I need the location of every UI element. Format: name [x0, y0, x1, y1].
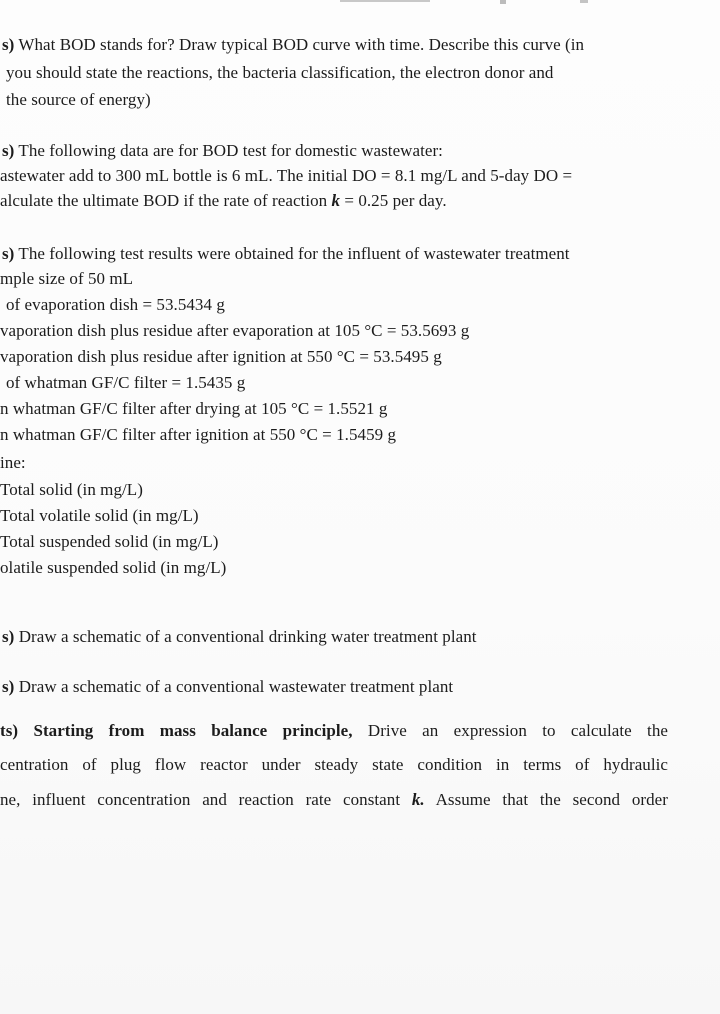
q6-line-1 — [0, 720, 668, 742]
q6-lead-rest: Drive an expression to calculate the — [367, 721, 668, 740]
q3-line-9: ine: — [0, 453, 26, 472]
q6-lead-bold: Starting from mass balance principle, — [33, 721, 353, 740]
q6-line-3 — [0, 789, 668, 811]
q2-line-2: astewater add to 300 mL bottle is 6 mL. The initial DO = 8.1 mg/L and 5-day DO = — [0, 166, 573, 185]
q3-subitem-total-solid: Total solid (in mg/L) — [0, 480, 143, 499]
q2-line-1 — [2, 140, 443, 162]
q1-text-1: What BOD stands for? Draw typical BOD curve with time. Describe this curve (in — [18, 35, 585, 54]
q5-marker: s) — [2, 677, 15, 696]
q3-subitem-volatile-suspended-solid: olatile suspended solid (in mg/L) — [0, 558, 227, 577]
q6-line-2: centration of plug flow reactor under steady state condition in terms of hydraulic — [0, 755, 668, 774]
q1-marker: s) — [2, 35, 15, 54]
q3-line-3: of evaporation dish = 53.5434 g — [6, 295, 225, 314]
q4-text: Draw a schematic of a conventional drinking water treatment plant — [18, 627, 477, 646]
q2-k-value: = 0.25 per day. — [344, 191, 447, 210]
q2-text-3: alculate the ultimate BOD if the rate of reaction — [0, 191, 328, 210]
cropped-header-marks — [0, 0, 720, 14]
q2-line-3 — [0, 190, 447, 212]
q3-line-1 — [2, 243, 570, 265]
q3-text-1: The following test results were obtained for the influent of wastewater treatment — [18, 244, 570, 263]
q5-text: Draw a schematic of a conventional wastewater treatment plant — [18, 677, 454, 696]
q6-marker: ts) — [0, 721, 19, 740]
q1-line-1 — [2, 34, 584, 56]
q3-line-8: n whatman GF/C filter after ignition at 550 °C = 1.5459 g — [0, 425, 397, 444]
q3-line-7: n whatman GF/C filter after drying at 105 °C = 1.5521 g — [0, 399, 388, 418]
q6-text-3-start: ne, influent concentration and reaction rate constant — [0, 790, 401, 809]
q1-line-3: the source of energy) — [6, 90, 151, 109]
q5-line — [2, 676, 453, 698]
q2-k-symbol: k — [331, 191, 341, 210]
q3-line-4: vaporation dish plus residue after evaporation at 105 °C = 53.5693 g — [0, 321, 470, 340]
q3-line-2: mple size of 50 mL — [0, 269, 134, 288]
q1-line-2: you should state the reactions, the bacteria classification, the electron donor and — [6, 63, 554, 82]
q6-text-3-end: Assume that the second order — [435, 790, 668, 809]
q4-line — [2, 626, 477, 648]
q3-subitem-total-suspended-solid: Total suspended solid (in mg/L) — [0, 532, 219, 551]
q2-marker: s) — [2, 141, 15, 160]
q3-line-5: vaporation dish plus residue after ignition at 550 °C = 53.5495 g — [0, 347, 442, 366]
q2-text-1: The following data are for BOD test for domestic wastewater: — [18, 141, 443, 160]
q4-marker: s) — [2, 627, 15, 646]
q3-line-6: of whatman GF/C filter = 1.5435 g — [6, 373, 246, 392]
q3-subitem-total-volatile-solid: Total volatile solid (in mg/L) — [0, 506, 199, 525]
q3-marker: s) — [2, 244, 15, 263]
q6-k-symbol: k. — [411, 790, 425, 809]
